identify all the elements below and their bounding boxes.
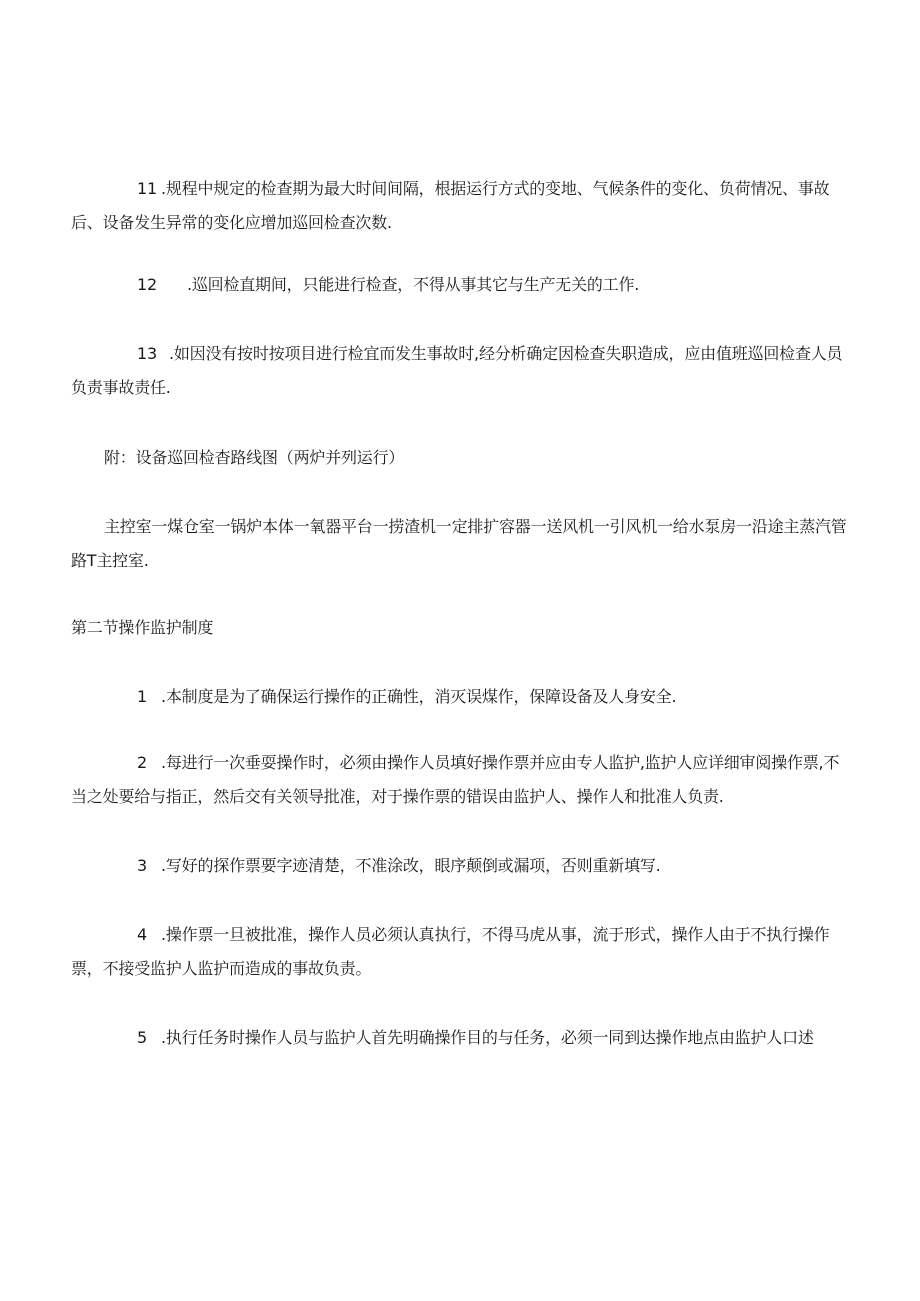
paragraph-text: .规程中规定的检查期为最大时间间隔，根据运行方式的变地、气候条件的变化、负荷情况、事故后、设备发生异常的变化应增加巡回检查次数. (71, 179, 830, 232)
paragraph-number: 2 (137, 753, 147, 772)
paragraph-12 (71, 268, 851, 302)
paragraph-text: .执行任务时操作人员与监护人首先明确操作目的与任务，必须一同到达操作地点由监护人口述 (160, 1028, 814, 1047)
section-item-2 (71, 746, 851, 814)
inspection-route: 主控室一煤仓室一锅炉本体一氧器平台一捞渣机一定排扩容器一送风机一引风机一给水泵房一沿途主蒸汽管路T主控室. (71, 517, 847, 570)
section-heading: 第二节操作监护制度 (71, 618, 214, 637)
paragraph-13 (71, 337, 851, 405)
section-item-4 (71, 918, 851, 986)
paragraph-text: .写好的探作票要字迹清楚，不准涂改，眼序颠倒或漏项，否则重新填写. (160, 856, 661, 875)
paragraph-number: 3 (137, 856, 147, 875)
paragraph-11 (71, 172, 851, 240)
paragraph-number: 4 (137, 925, 147, 944)
paragraph-text: .如因没有按时按项目进行检宜而发生事故时,经分析确定因检查失职造成，应由值班巡回检查人员负责事故责任. (71, 344, 843, 397)
paragraph-text: .操作票一旦被批准，操作人员必须认真执行，不得马虎从事，流于形式，操作人由于不执行操作票，不接受监护人监护而造成的事故负责。 (71, 925, 830, 978)
paragraph-number: 13 (137, 344, 157, 363)
paragraph-number: 11 (137, 179, 157, 198)
paragraph-number: 1 (137, 687, 147, 706)
paragraph-text: .本制度是为了确保运行操作的正确性，消灭误煤作，保障设备及人身安全. (160, 687, 677, 706)
paragraph-number: 5 (137, 1028, 147, 1047)
section-item-1 (71, 680, 851, 714)
paragraph-text: .每进行一次垂耍操作时，必须由操作人员填好操作票并应由专人监护,监护人应详细审阅操作票,不当之处要给与指正，然后交有关领导批准，对于操作票的错误由监护人、操作人和批准人负责. (71, 753, 840, 806)
section-item-3 (71, 849, 851, 883)
paragraph-text: .巡回检直期间，只能进行检查，不得从事其它与生产无关的工作. (186, 275, 640, 294)
appendix-title: 附：设备巡回检杳路线图（两炉并列运行） (104, 448, 405, 467)
paragraph-number: 12 (137, 275, 157, 294)
section-item-5 (71, 1021, 851, 1055)
